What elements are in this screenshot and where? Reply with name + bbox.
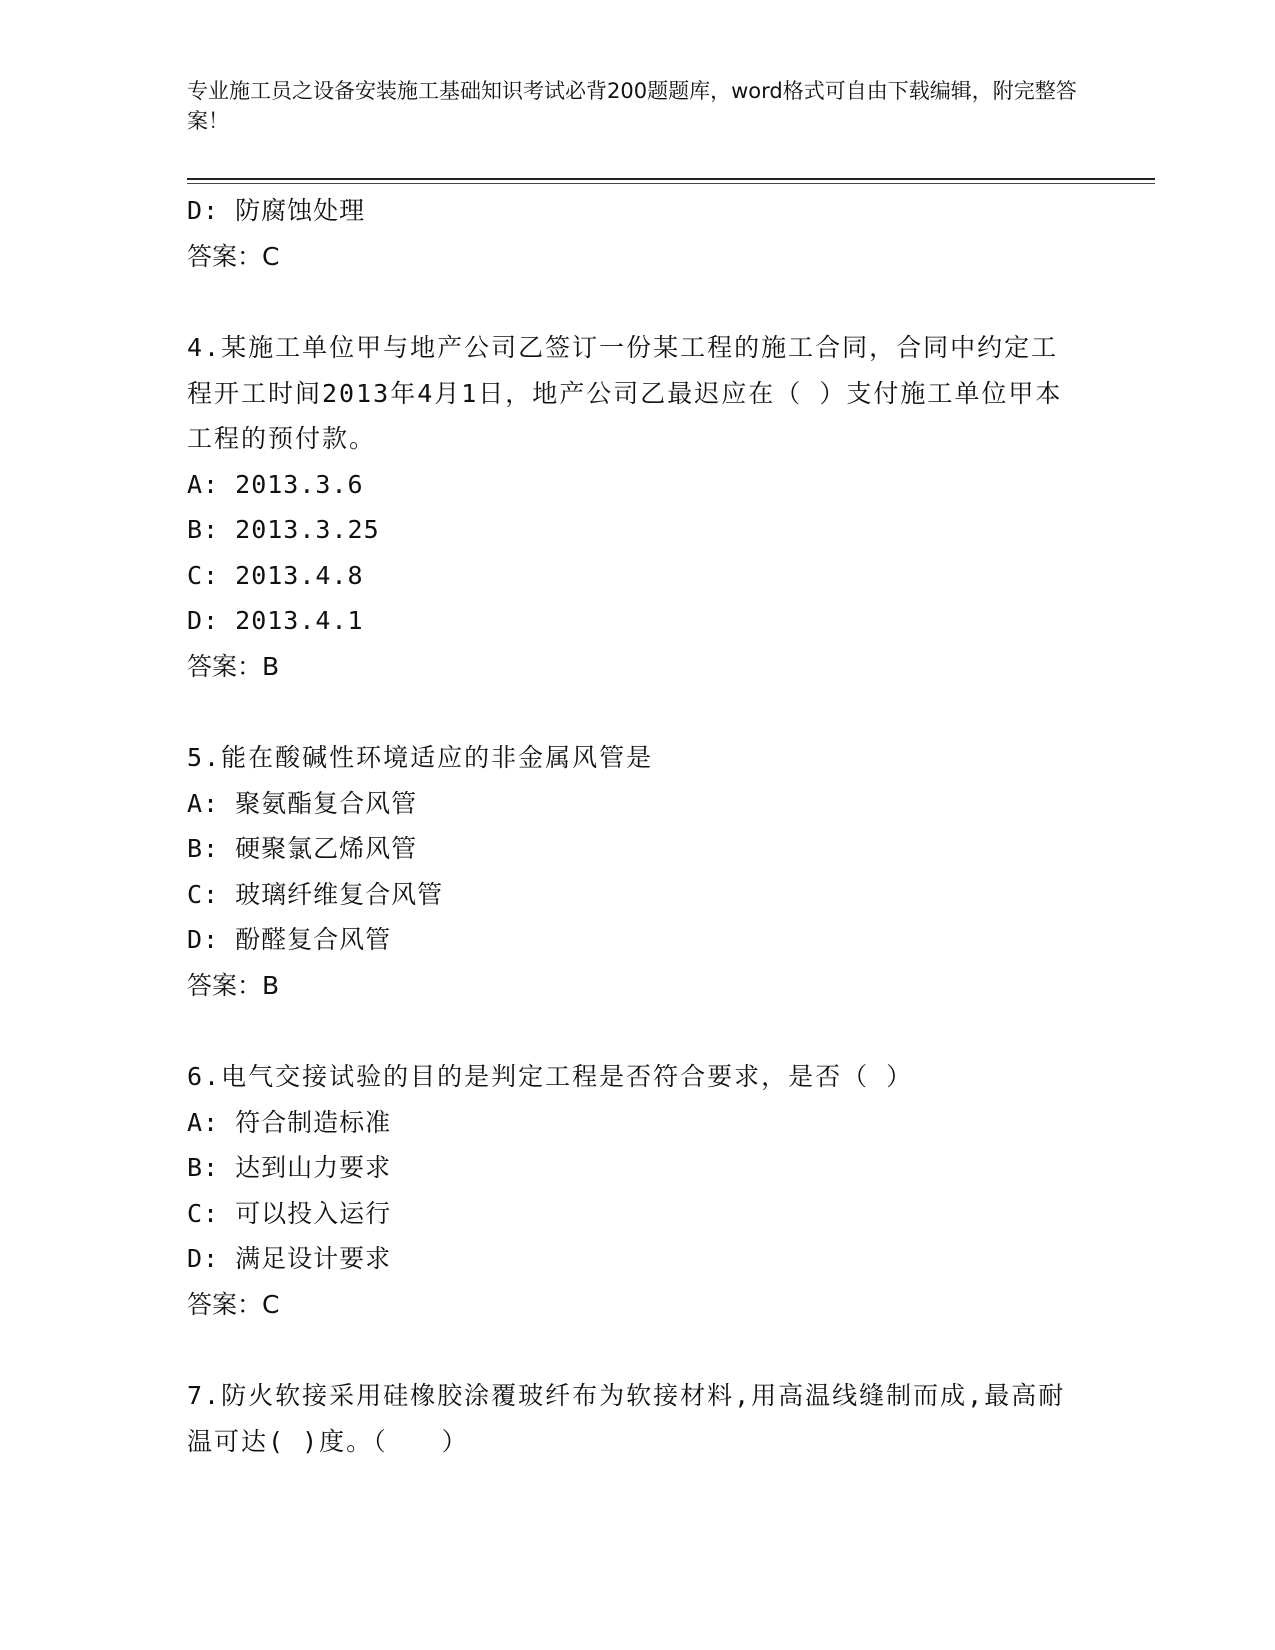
option-b: B: 达到山力要求 xyxy=(187,1153,392,1182)
header-divider-thick xyxy=(187,178,1155,180)
header-divider-thin xyxy=(187,183,1155,184)
option-a: A: 聚氨酯复合风管 xyxy=(187,788,418,818)
question-5 xyxy=(187,735,1067,1008)
option-b: B: 硬聚氯乙烯风管 xyxy=(187,834,418,863)
answer-line: 答案：B xyxy=(187,970,280,1000)
option-b: B: 2013.3.25 xyxy=(187,515,380,544)
option-d: D: 防腐蚀处理 xyxy=(187,196,366,225)
option-a: A: 符合制造标准 xyxy=(187,1107,392,1137)
document-header-title: 专业施工员之设备安装施工基础知识考试必背200题题库，word格式可自由下载编辑，附完整答案！ xyxy=(187,79,1077,133)
answer-line: 答案：B xyxy=(187,651,280,681)
question-stem: 7.防火软接采用硅橡胶涂覆玻纤布为软接材料,用高温线缝制而成,最高耐温可达( )度。（ ） xyxy=(187,1381,1066,1456)
question-stem: 5.能在酸碱性环境适应的非金属风管是 xyxy=(187,743,654,772)
option-c: C: 可以投入运行 xyxy=(187,1198,392,1228)
question-6 xyxy=(187,1054,1067,1327)
question-stem: 4.某施工单位甲与地产公司乙签订一份某工程的施工合同，合同中约定工程开工时间2013年4月1日，地产公司乙最迟应在（ ）支付施工单位甲本工程的预付款。 xyxy=(187,333,1063,453)
question-3-tail xyxy=(187,188,1067,279)
option-d: D: 酚醛复合风管 xyxy=(187,925,392,954)
spacer xyxy=(187,279,1067,325)
question-list xyxy=(187,188,1067,1464)
question-7 xyxy=(187,1373,1067,1464)
spacer xyxy=(187,689,1067,735)
option-a: A: 2013.3.6 xyxy=(187,469,364,499)
answer-line: 答案：C xyxy=(187,241,280,271)
spacer xyxy=(187,1327,1067,1373)
option-c: C: 2013.4.8 xyxy=(187,560,364,590)
question-4 xyxy=(187,325,1067,689)
spacer xyxy=(187,1008,1067,1054)
option-c: C: 玻璃纤维复合风管 xyxy=(187,879,444,909)
option-d: D: 满足设计要求 xyxy=(187,1244,392,1273)
question-stem: 6.电气交接试验的目的是判定工程是否符合要求，是否（ ） xyxy=(187,1062,914,1091)
answer-line: 答案：C xyxy=(187,1289,280,1319)
option-d: D: 2013.4.1 xyxy=(187,606,364,635)
